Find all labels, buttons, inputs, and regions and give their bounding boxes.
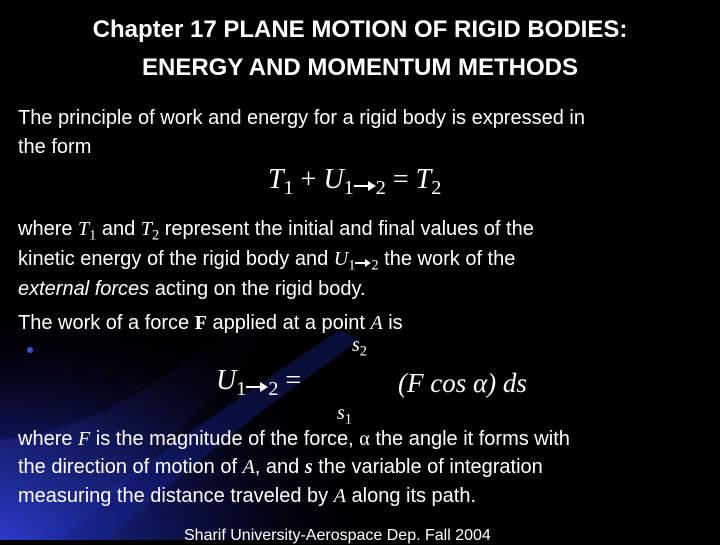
paragraph-definitions-line2: the direction of motion of A, and s the variable of integration [18,456,543,478]
integral-upper-limit: $s_2$ [352,334,367,360]
footer-text: Sharif University-Aerospace Dep. Fall 2004 [184,527,491,544]
paragraph-where-line3: external forces acting on the rigid body. [18,278,366,300]
slide-title-line1: Chapter 17 PLANE MOTION OF RIGID BODIES: [92,16,628,43]
equation-work-energy [268,164,441,200]
eq1-T: T [268,164,284,195]
eq1-T-sub: 1 [283,177,294,200]
paragraph-intro-line1: The principle of work and energy for a rigid body is expressed in [18,107,585,129]
equation-work-integral-lhs: $U_1$ $_2$ = [216,365,302,401]
eq1-equals: = [385,164,416,195]
integral-lower-limit: $s_1$ [337,402,352,428]
paragraph-where-line1: where $T_1$ and $T_2$ represent the initial and final values of the [18,218,534,244]
paragraph-definitions-line1: where F is the magnitude of the force, α the angle it forms with [18,428,570,450]
paragraph-definitions-line3: measuring the distance traveled by A along its path. [18,485,477,507]
eq1-U-sub2: 2 [375,177,386,200]
arrow-icon [354,181,376,191]
eq1-U: U [323,164,344,195]
arrow-icon [355,259,371,267]
arrow-icon [246,382,268,392]
eq1-T2: T [415,164,432,195]
equation-integrand: (F cos α) ds [398,368,527,398]
paragraph-intro-line2: the form [18,136,92,158]
paragraph-work-of-force: The work of a force F applied at a point A is [18,312,403,334]
eq1-T2-sub: 2 [431,177,442,200]
eq1-U-sub1: 1 [343,177,354,200]
paragraph-where-line2: kinetic energy of the rigid body and $U_1$ $_2$ the work of the [18,248,516,274]
slide-title-line2: ENERGY AND MOMENTUM METHODS [141,54,578,81]
eq1-plus: + [293,164,324,195]
